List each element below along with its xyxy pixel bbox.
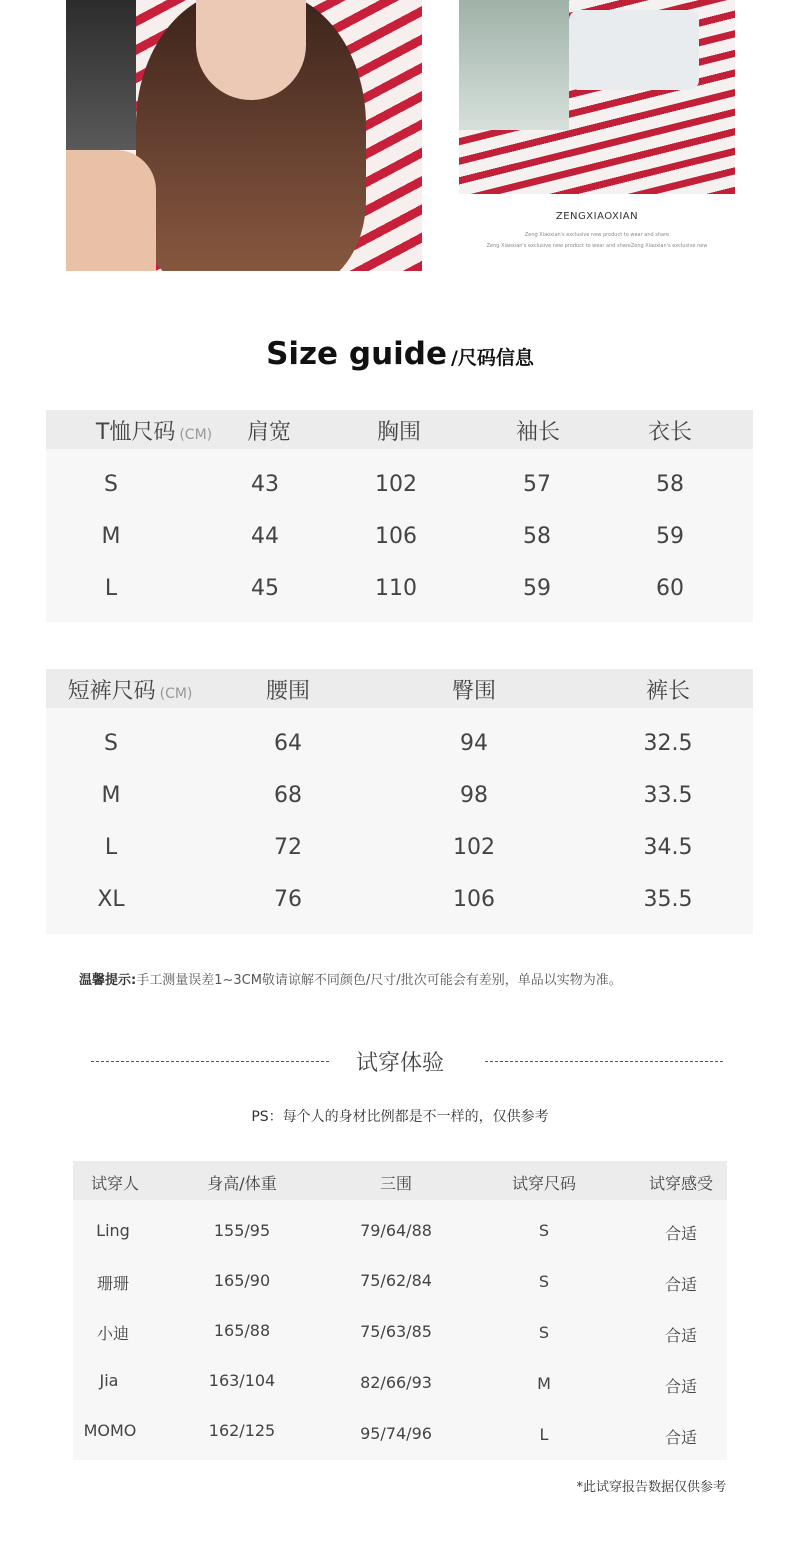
value-cell: 合适: [664, 1377, 698, 1396]
header-cell: 胸围: [376, 420, 422, 445]
person-cell: MOMO: [83, 1421, 137, 1440]
value-cell: 33.5: [643, 783, 693, 808]
value-cell: 162/125: [208, 1421, 276, 1440]
tryon-title: 试穿体验: [355, 1051, 444, 1076]
brand-tagline: [459, 230, 735, 252]
value-cell: 合适: [664, 1275, 698, 1294]
tshirt-table-header: [46, 410, 753, 449]
header-cell: 试穿感受: [648, 1174, 714, 1193]
header-cell: 臀围: [451, 679, 497, 704]
header-cell: 试穿人: [90, 1174, 140, 1193]
size-cell: M: [101, 524, 121, 549]
header-cell: 袖长: [515, 420, 561, 445]
value-cell: 155/95: [213, 1221, 271, 1240]
header-cell: T恤尺码 (CM): [95, 420, 213, 445]
unit-label: (CM): [159, 686, 193, 702]
person-cell: Ling: [96, 1221, 130, 1240]
unit-label: (CM): [179, 427, 213, 443]
value-cell: 110: [375, 576, 417, 601]
measurement-tip: [79, 969, 622, 988]
size-cell: L: [104, 576, 118, 601]
size-cell: M: [101, 783, 121, 808]
value-cell: 102: [453, 835, 495, 860]
value-cell: 59: [656, 524, 684, 549]
value-cell: 94: [460, 731, 488, 756]
size-guide-title: [0, 336, 800, 372]
header-cell: 衣长: [647, 420, 693, 445]
value-cell: M: [537, 1374, 551, 1393]
value-cell: S: [538, 1221, 550, 1240]
person-cell: Jia: [99, 1371, 119, 1390]
value-cell: 72: [274, 835, 302, 860]
header-cell: 短裤尺码 (CM): [67, 679, 193, 704]
value-cell: 106: [453, 887, 495, 912]
value-cell: 59: [523, 576, 551, 601]
value-cell: 合适: [664, 1326, 698, 1345]
tryon-note: *此试穿报告数据仅供参考: [576, 1480, 726, 1495]
value-cell: 163/104: [208, 1371, 276, 1390]
header-cell: 肩宽: [246, 420, 292, 445]
value-cell: 43: [251, 472, 279, 497]
value-cell: 82/66/93: [360, 1373, 432, 1392]
header-cell: 腰围: [265, 679, 311, 704]
size-cell: L: [104, 835, 118, 860]
value-cell: L: [539, 1425, 549, 1444]
value-cell: 165/88: [213, 1321, 271, 1340]
value-cell: 165/90: [213, 1271, 271, 1290]
value-cell: 75/63/85: [360, 1322, 432, 1341]
header-cell: 试穿尺码: [511, 1174, 577, 1193]
tip-text: 手工测量误差1~3CM敬请谅解不同颜色/尺寸/批次可能会有差别，单品以实物为准。: [136, 973, 622, 988]
value-cell: 98: [460, 783, 488, 808]
value-cell: 102: [375, 472, 417, 497]
value-cell: 58: [656, 472, 684, 497]
value-cell: 35.5: [643, 887, 693, 912]
tryon-table: [73, 1161, 727, 1460]
value-cell: 106: [375, 524, 417, 549]
value-cell: 75/62/84: [360, 1271, 432, 1290]
person-cell: 珊珊: [96, 1274, 130, 1293]
value-cell: 64: [274, 731, 302, 756]
model-photo-left: [66, 0, 422, 271]
value-cell: 合适: [664, 1224, 698, 1243]
size-guide-title-cn: /尺码信息: [450, 347, 534, 369]
header-cell: 裤长: [645, 679, 691, 704]
value-cell: 合适: [664, 1428, 698, 1447]
shorts-table-header: [46, 669, 753, 708]
value-cell: 58: [523, 524, 551, 549]
tshirt-size-table: [46, 410, 753, 622]
model-photo-right: [459, 0, 735, 194]
header-cell: 三围: [379, 1174, 413, 1193]
value-cell: 60: [656, 576, 684, 601]
value-cell: 45: [251, 576, 279, 601]
value-cell: 79/64/88: [360, 1221, 432, 1240]
tip-label: 温馨提示:: [79, 973, 137, 988]
size-cell: S: [104, 731, 118, 756]
size-guide-title-en: Size guide: [266, 336, 447, 372]
brand-tagline-2: Zeng Xiaoxian's exclusive new product to wear and shareZeng Xiaoxian's exclusive new: [486, 243, 708, 249]
tryon-table-header: [73, 1161, 727, 1200]
person-cell: 小迪: [96, 1324, 130, 1343]
divider-right: [485, 1061, 723, 1062]
shorts-size-table: [46, 669, 753, 934]
value-cell: 34.5: [643, 835, 693, 860]
tryon-ps: PS：每个人的身材比例都是不一样的，仅供参考: [251, 1109, 549, 1125]
value-cell: S: [538, 1323, 550, 1342]
size-cell: S: [104, 472, 118, 497]
value-cell: 68: [274, 783, 302, 808]
brand-tagline-1: Zeng Xiaoxian's exclusive new product to wear and share: [524, 232, 670, 238]
header-cell: 身高/体重: [207, 1174, 277, 1193]
value-cell: 44: [251, 524, 279, 549]
value-cell: 76: [274, 887, 302, 912]
value-cell: 95/74/96: [360, 1424, 432, 1443]
brand-name: ZENGXIAOXIAN: [555, 211, 639, 222]
value-cell: 32.5: [643, 731, 693, 756]
value-cell: S: [538, 1272, 550, 1291]
value-cell: 57: [523, 472, 551, 497]
size-cell: XL: [97, 887, 125, 912]
